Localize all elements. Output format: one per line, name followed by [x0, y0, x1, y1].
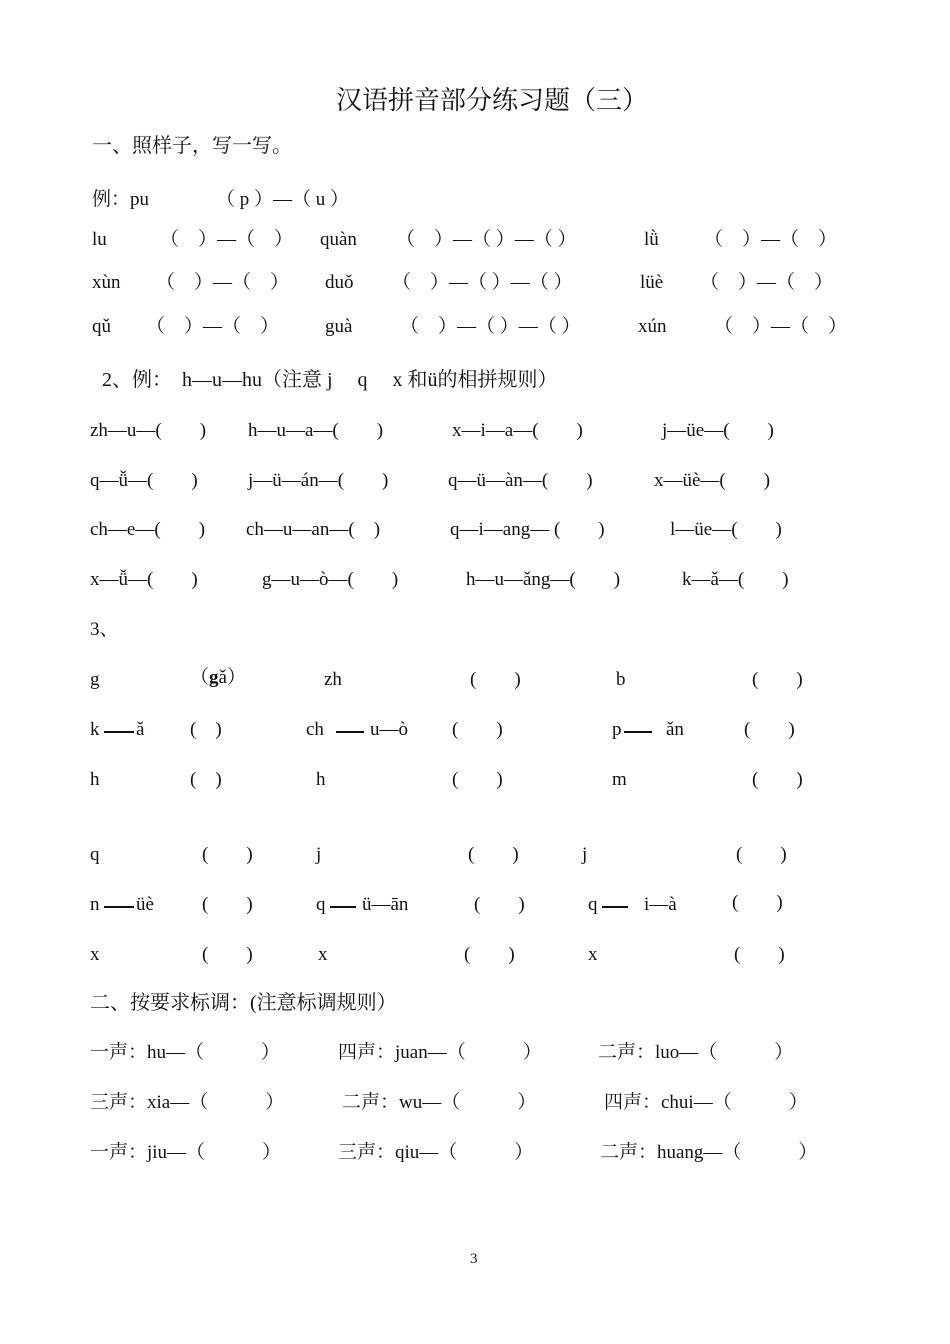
s1-r1-blank3: （ ）—（ ） — [704, 229, 838, 250]
s2-r2-c3: q—ü—àn—( ) — [448, 470, 593, 491]
s1-r1-word1: lu — [92, 229, 107, 250]
s1-r3-blank2: （ ）—（ ）—（ ） — [400, 316, 581, 337]
s2-r2-c4: x—üè—( ) — [654, 470, 771, 491]
s1-r2-blank1: （ ）—（ ） — [156, 272, 290, 293]
s3-r5-final2: ü—ān — [362, 894, 409, 915]
s4-r2-c2: 二声：wu—（ ） — [342, 1092, 537, 1113]
s3-r5-connector1 — [104, 906, 134, 908]
s2-r1-c4: j—üe—( ) — [662, 420, 774, 441]
s3-r4-blank1: ( ) — [202, 844, 253, 865]
s3-r1-blank2: ( ) — [470, 669, 521, 690]
s3-r5-final1: üè — [136, 894, 154, 915]
s1-r2-word3: lüè — [640, 272, 664, 293]
s3-r4-blank3: ( ) — [736, 844, 787, 865]
s1-r1-word3: lǜ — [644, 229, 659, 250]
s3-r6-blank2: ( ) — [464, 944, 515, 965]
s4-r3-c2: 三声：qiu—（ ） — [338, 1142, 534, 1163]
section1-heading: 一、照样子，写一写。 — [92, 135, 292, 157]
s3-r2-final3: ǎn — [666, 719, 684, 740]
s3-r5-initial3: q — [588, 894, 598, 915]
s3-r5-blank1: ( ) — [202, 894, 253, 915]
s1-r1-blank1: （ ）—（ ） — [160, 229, 294, 250]
s2-r3-c1: ch—e—( ) — [90, 519, 206, 540]
s3-r5-initial2: q — [316, 894, 326, 915]
s3-r5-initial1: n — [90, 894, 100, 915]
s3-r1-initial1: g — [90, 669, 100, 690]
s3-r2-initial3: p — [612, 719, 622, 740]
s1-r2-word1: xùn — [92, 272, 121, 293]
s3-r5-blank3: ( ) — [732, 892, 783, 913]
s3-r3-initial2: h — [316, 769, 326, 790]
s2-r4-c1: x—ǚ—( ) — [90, 569, 198, 590]
example-answer-initial: g — [209, 667, 219, 688]
s3-r1-example-answer — [190, 668, 246, 687]
s4-r1-c1: 一声：hu—（ ） — [90, 1042, 281, 1063]
s3-r5-connector3 — [602, 906, 628, 908]
example-close-paren: ） — [226, 667, 246, 688]
s1-r3-word2: guà — [325, 316, 353, 337]
s3-r5-final3: i—à — [644, 894, 677, 915]
s3-r2-initial1: k — [90, 719, 100, 740]
s1-r2-blank3: （ ）—（ ） — [700, 272, 834, 293]
s2-r3-c2: ch—u—an—( ) — [246, 519, 381, 540]
s3-r1-initial2: zh — [324, 669, 342, 690]
s3-r3-initial1: h — [90, 769, 100, 790]
s2-r4-c2: g—u—ò—( ) — [262, 569, 399, 590]
s3-r2-blank2: ( ) — [452, 719, 503, 740]
s2-r3-c3: q—i—ang— ( ) — [450, 519, 605, 540]
s3-r4-initial1: q — [90, 844, 100, 865]
s1-r1-word2: quàn — [320, 229, 357, 250]
section1-example-answer: （ p ）—（ u ） — [216, 189, 350, 210]
s3-r1-initial3: b — [616, 669, 626, 690]
s1-r3-word1: qǔ — [92, 316, 111, 337]
s3-r4-initial2: j — [316, 844, 322, 865]
s4-r3-c3: 二声：huang—（ ） — [600, 1142, 818, 1163]
s3-r2-blank1: ( ) — [190, 719, 222, 740]
s3-r3-initial3: m — [612, 769, 627, 790]
s3-r6-blank3: ( ) — [734, 944, 785, 965]
s3-r1-blank3: ( ) — [752, 669, 803, 690]
s2-r2-c2: j—ü—án—( ) — [248, 470, 389, 491]
section3-heading: 3、 — [90, 619, 119, 640]
s1-r2-word2: duǒ — [325, 272, 354, 293]
s1-r3-blank1: （ ）—（ ） — [146, 316, 280, 337]
s3-r2-connector1 — [104, 731, 134, 733]
s4-r2-c3: 四声：chui—（ ） — [604, 1092, 808, 1113]
example-answer-final: ǎ — [218, 667, 227, 688]
s2-r1-c3: x—i—a—( ) — [452, 420, 583, 441]
s2-r4-c3: h—u—ǎng—( ) — [466, 569, 621, 590]
s3-r4-initial3: j — [582, 844, 588, 865]
s3-r2-initial2: ch — [306, 719, 324, 740]
s3-r2-connector2 — [336, 731, 364, 733]
s1-r1-blank2: （ ）—（ ）—（ ） — [396, 229, 577, 250]
s3-r2-blank3: ( ) — [744, 719, 795, 740]
s2-r2-c1: q—ǚ—( ) — [90, 470, 198, 491]
section2-heading: 2、例： h—u—hu（注意 j q x 和ü的相拼规则） — [102, 369, 558, 391]
s3-r4-blank2: ( ) — [468, 844, 519, 865]
s3-r3-blank2: ( ) — [452, 769, 503, 790]
s1-r3-blank3: （ ）—（ ） — [714, 316, 848, 337]
s3-r3-blank3: ( ) — [752, 769, 803, 790]
s3-r5-connector2 — [330, 906, 356, 908]
s4-r2-c1: 三声：xia—（ ） — [90, 1092, 285, 1113]
s3-r2-final1: ǎ — [136, 719, 145, 740]
s3-r3-blank1: ( ) — [190, 769, 222, 790]
s3-r6-blank1: ( ) — [202, 944, 253, 965]
s2-r1-c1: zh—u—( ) — [90, 420, 207, 441]
page-number: 3 — [470, 1251, 478, 1267]
section4-heading: 二、按要求标调：(注意标调规则） — [90, 992, 397, 1014]
section1-example-word: 例：pu — [92, 189, 150, 210]
example-open-paren: （ — [190, 667, 210, 688]
s3-r5-blank2: ( ) — [474, 894, 525, 915]
s3-r6-initial2: x — [318, 944, 328, 965]
s4-r1-c3: 二声：luo—（ ） — [598, 1042, 794, 1063]
s4-r1-c2: 四声：juan—（ ） — [338, 1042, 542, 1063]
s2-r3-c4: l—üe—( ) — [670, 519, 782, 540]
s3-r6-initial1: x — [90, 944, 100, 965]
s4-r3-c1: 一声：jiu—（ ） — [90, 1142, 282, 1163]
s3-r2-connector3 — [624, 731, 652, 733]
s3-r6-initial3: x — [588, 944, 598, 965]
page-title: 汉语拼音部分练习题（三） — [336, 86, 649, 115]
s3-r2-final2: u—ò — [370, 719, 408, 740]
s2-r1-c2: h—u—a—( ) — [248, 420, 384, 441]
s1-r2-blank2: （ ）—（ ）—（ ） — [392, 272, 573, 293]
s2-r4-c4: k—ǎ—( ) — [682, 569, 789, 590]
s1-r3-word3: xún — [638, 316, 667, 337]
